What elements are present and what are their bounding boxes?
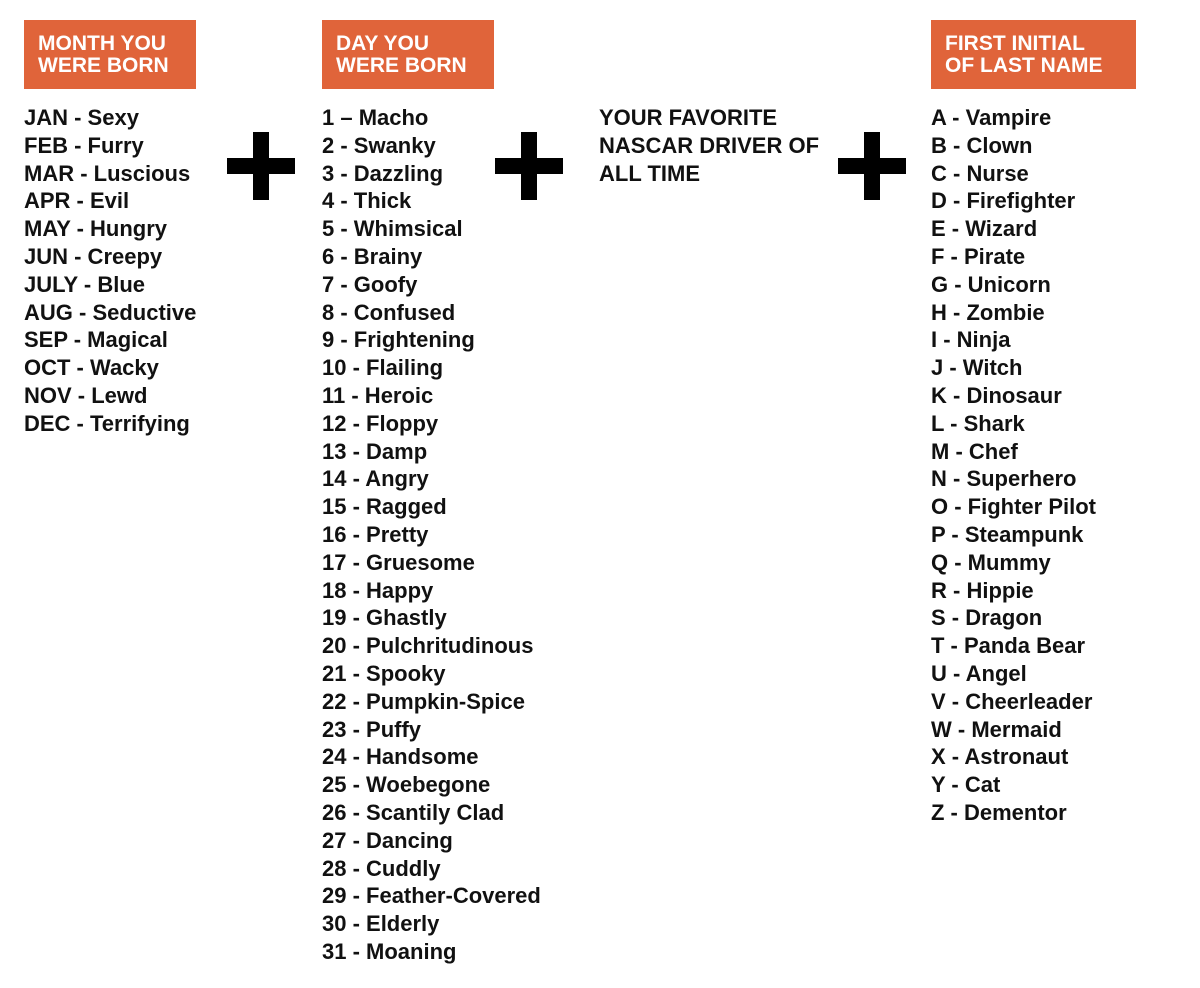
list-item: DEC - Terrifying [24,410,190,436]
list-item: 1 – Macho [322,105,429,130]
list-item: FEB - Furry [24,132,144,158]
list-item: 7 - Goofy [322,271,418,297]
list-item: J - Witch [931,355,1023,381]
day-header-line-2: WERE BORN [336,54,467,77]
plus-icon [495,132,563,200]
list-item: B - Clown [931,132,1033,158]
nascar-line-3: ALL TIME [599,160,701,186]
list-item: 5 - Whimsical [322,216,463,242]
list-item: MAR - Luscious [24,160,191,186]
list-item: 8 - Confused [322,299,456,325]
list-item: U - Angel [931,660,1027,686]
last-initial-column [931,20,1136,827]
list-item: SEP - Magical [24,327,168,353]
list-item: 24 - Handsome [322,744,479,770]
list-item: JULY - Blue [24,271,146,297]
month-column [24,20,196,438]
list-item: OCT - Wacky [24,355,159,381]
list-item: E - Wizard [931,216,1038,242]
month-header [24,20,196,89]
plus-icon [838,132,906,200]
list-item: 9 - Frightening [322,327,475,353]
list-item: JAN - Sexy [24,105,139,130]
list-item: NOV - Lewd [24,382,148,408]
list-item: 18 - Happy [322,577,434,603]
list-item: Z - Dementor [931,799,1067,825]
list-item: O - Fighter Pilot [931,494,1096,520]
list-item: F - Pirate [931,243,1026,269]
list-item: P - Steampunk [931,521,1084,547]
list-item: 11 - Heroic [322,382,434,408]
list-item: 3 - Dazzling [322,160,444,186]
last-initial-header-line-2: OF LAST NAME [945,54,1103,77]
list-item: A - Vampire [931,105,1052,130]
list-item: V - Cheerleader [931,688,1093,714]
list-item: 13 - Damp [322,438,428,464]
nascar-line-2: NASCAR DRIVER OF [599,132,820,158]
list-item: 10 - Flailing [322,355,444,381]
month-header-line-2: WERE BORN [38,54,169,77]
list-item: 16 - Pretty [322,521,429,547]
list-item: 20 - Pulchritudinous [322,633,534,659]
list-item: JUN - Creepy [24,243,163,269]
list-item: L - Shark [931,410,1025,436]
day-list [322,104,541,966]
list-item: 15 - Ragged [322,494,447,520]
list-item: 21 - Spooky [322,660,446,686]
list-item: 23 - Puffy [322,716,422,742]
list-item: 17 - Gruesome [322,549,475,575]
last-initial-header-line-1: FIRST INITIAL [945,32,1085,55]
list-item: I - Ninja [931,327,1011,353]
list-item: W - Mermaid [931,716,1062,742]
month-header-line-1: MONTH YOU [38,32,166,55]
list-item: 26 - Scantily Clad [322,799,505,825]
list-item: 12 - Floppy [322,410,439,436]
list-item: 28 - Cuddly [322,855,441,881]
list-item: C - Nurse [931,160,1029,186]
nascar-line-1: YOUR FAVORITE [599,105,778,130]
day-header [322,20,494,89]
list-item: K - Dinosaur [931,382,1062,408]
list-item: 22 - Pumpkin-Spice [322,688,525,714]
month-list [24,104,196,438]
list-item: D - Firefighter [931,188,1076,214]
list-item: 27 - Dancing [322,827,453,853]
last-initial-list [931,104,1136,827]
list-item: 29 - Feather-Covered [322,883,541,909]
list-item: S - Dragon [931,605,1043,631]
list-item: 30 - Elderly [322,911,440,937]
list-item: AUG - Seductive [24,299,197,325]
day-header-line-1: DAY YOU [336,32,429,55]
nascar-prompt [599,104,839,187]
list-item: 2 - Swanky [322,132,436,158]
list-item: T - Panda Bear [931,633,1086,659]
list-item: M - Chef [931,438,1018,464]
list-item: 4 - Thick [322,188,412,214]
list-item: 25 - Woebegone [322,772,491,798]
plus-icon [227,132,295,200]
list-item: G - Unicorn [931,271,1051,297]
list-item: 19 - Ghastly [322,605,447,631]
list-item: Q - Mummy [931,549,1051,575]
last-initial-header [931,20,1136,89]
list-item: Y - Cat [931,772,1001,798]
list-item: N - Superhero [931,466,1077,492]
list-item: MAY - Hungry [24,216,168,242]
list-item: APR - Evil [24,188,130,214]
list-item: H - Zombie [931,299,1045,325]
list-item: 31 - Moaning [322,938,457,964]
list-item: R - Hippie [931,577,1034,603]
list-item: 6 - Brainy [322,243,423,269]
list-item: X - Astronaut [931,744,1069,770]
list-item: 14 - Angry [322,466,429,492]
